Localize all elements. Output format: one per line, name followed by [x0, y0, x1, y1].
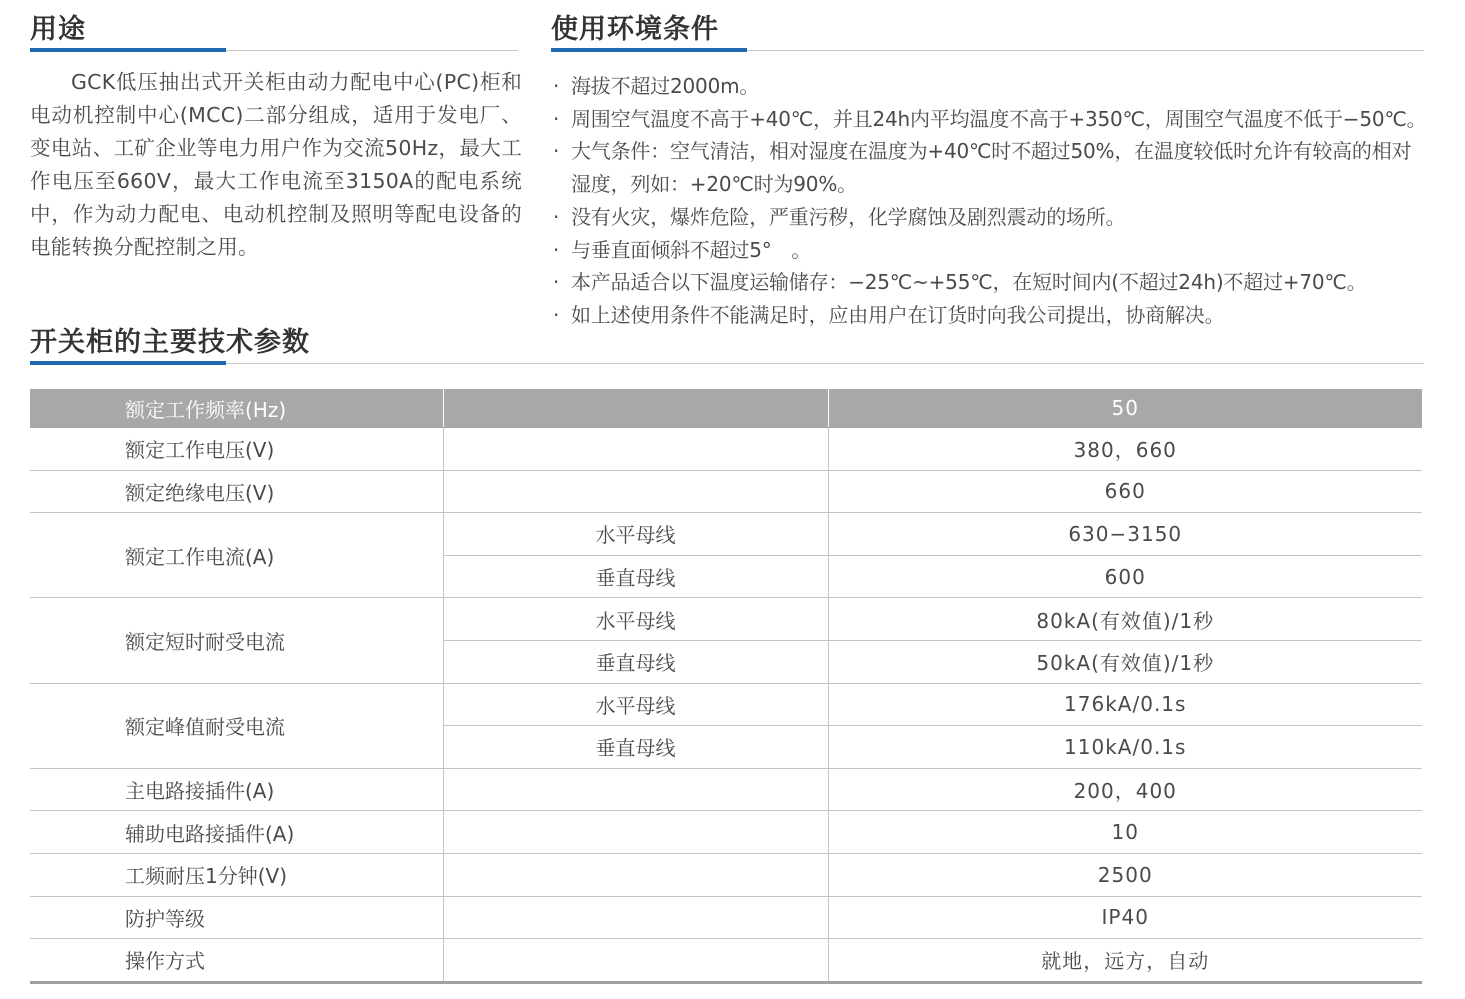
param-sub-cell	[443, 389, 828, 428]
param-value-cell: 2500	[828, 853, 1422, 896]
param-sub-cell	[443, 939, 828, 983]
environment-conditions-list	[551, 70, 1451, 332]
condition-text: 海拔不超过2000m。	[571, 74, 760, 98]
environment-title-accent	[551, 48, 747, 52]
params-section-title: 开关柜的主要技术参数	[30, 327, 310, 358]
bullet-dot: ·	[553, 204, 560, 229]
param-value-cell: 50	[828, 389, 1422, 428]
table-row	[30, 683, 1422, 726]
param-value-cell: 660	[828, 470, 1422, 513]
param-value-cell: IP40	[828, 896, 1422, 939]
param-name-cell: 额定短时耐受电流	[30, 598, 443, 683]
param-name-cell: 额定峰值耐受电流	[30, 683, 443, 768]
param-name-cell: 额定绝缘电压(V)	[30, 470, 443, 513]
table-row	[30, 513, 1422, 556]
table-row	[30, 939, 1422, 983]
list-item	[551, 135, 1432, 200]
environment-section-title: 使用环境条件	[551, 14, 719, 45]
table-row	[30, 470, 1422, 513]
usage-section-title: 用途	[30, 14, 86, 45]
param-name-cell: 辅助电路接插件(A)	[30, 811, 443, 854]
condition-text: 与垂直面倾斜不超过5° 。	[571, 237, 812, 262]
table-row	[30, 811, 1422, 854]
table-header-row	[30, 389, 1422, 428]
condition-text: 周围空气温度不高于+40℃，并且24h内平均温度不高于+350℃，周围空气温度不低于−50℃。	[571, 106, 1427, 131]
usage-title-accent	[30, 48, 226, 52]
param-name-cell: 工频耐压1分钟(V)	[30, 853, 443, 896]
param-value-cell: 176kA/0.1s	[828, 683, 1422, 726]
usage-description: GCK低压抽出式开关柜由动力配电中心(PC)柜和电动机控制中心(MCC)二部分组成，适用于发电厂、变电站、工矿企业等电力用户作为交流50Hz，最大工作电压至660V，最大工作电流至3150A的配电系统中，作为动力配电、电动机控制及照明等配电设备的电能转换分配控制之用。	[30, 70, 522, 259]
condition-text: 大气条件：空气清洁，相对湿度在温度为+40℃时不超过50%，在温度较低时允许有较高的相对 湿度，列如：+20℃时为90%。	[571, 139, 1432, 197]
table-row	[30, 598, 1422, 641]
table-row	[30, 428, 1422, 471]
param-sub-cell: 水平母线	[443, 683, 828, 726]
param-sub-cell	[443, 853, 828, 896]
param-sub-cell: 水平母线	[443, 513, 828, 556]
list-item	[551, 103, 1451, 136]
param-sub-cell	[443, 470, 828, 513]
param-name-cell: 额定工作电压(V)	[30, 428, 443, 471]
param-name-cell: 额定工作电流(A)	[30, 513, 443, 598]
param-value-cell: 10	[828, 811, 1422, 854]
list-item	[551, 70, 1451, 103]
param-value-cell: 200，400	[828, 768, 1422, 811]
bullet-dot: ·	[553, 302, 560, 327]
condition-text: 没有火灾，爆炸危险，严重污秽，化学腐蚀及剧烈震动的场所。	[571, 204, 1126, 229]
param-name-cell: 防护等级	[30, 896, 443, 939]
param-sub-cell	[443, 811, 828, 854]
param-sub-cell	[443, 896, 828, 939]
bullet-dot: ·	[553, 74, 560, 98]
param-value-cell: 80kA(有效值)/1秒	[828, 598, 1422, 641]
technical-parameters-table	[30, 389, 1422, 984]
param-name-cell: 操作方式	[30, 939, 443, 983]
bullet-dot: ·	[553, 270, 560, 295]
list-item	[551, 266, 1451, 299]
param-value-cell: 110kA/0.1s	[828, 726, 1422, 769]
param-sub-cell	[443, 768, 828, 811]
list-item	[551, 234, 1451, 267]
table-row	[30, 853, 1422, 896]
param-sub-cell: 垂直母线	[443, 555, 828, 598]
param-sub-cell: 垂直母线	[443, 640, 828, 683]
params-title-rule	[30, 363, 1424, 364]
table-row	[30, 768, 1422, 811]
param-value-cell: 50kA(有效值)/1秒	[828, 640, 1422, 683]
params-title-accent	[30, 361, 226, 365]
param-value-cell: 600	[828, 555, 1422, 598]
bullet-dot: ·	[553, 106, 560, 131]
param-sub-cell: 水平母线	[443, 598, 828, 641]
param-value-cell: 630−3150	[828, 513, 1422, 556]
param-name-cell: 主电路接插件(A)	[30, 768, 443, 811]
param-sub-cell: 垂直母线	[443, 726, 828, 769]
condition-text: 本产品适合以下温度运输储存：−25℃~+55℃，在短时间内(不超过24h)不超过+70℃。	[571, 270, 1367, 295]
param-sub-cell	[443, 428, 828, 471]
bullet-dot: ·	[553, 139, 560, 164]
param-name-cell: 额定工作频率(Hz)	[30, 389, 443, 428]
list-item	[551, 299, 1451, 332]
param-value-cell: 380，660	[828, 428, 1422, 471]
param-value-cell: 就地，远方，自动	[828, 939, 1422, 983]
bullet-dot: ·	[553, 237, 560, 262]
table-row	[30, 896, 1422, 939]
list-item	[551, 201, 1451, 234]
condition-text: 如上述使用条件不能满足时，应由用户在订货时向我公司提出，协商解决。	[571, 302, 1225, 327]
